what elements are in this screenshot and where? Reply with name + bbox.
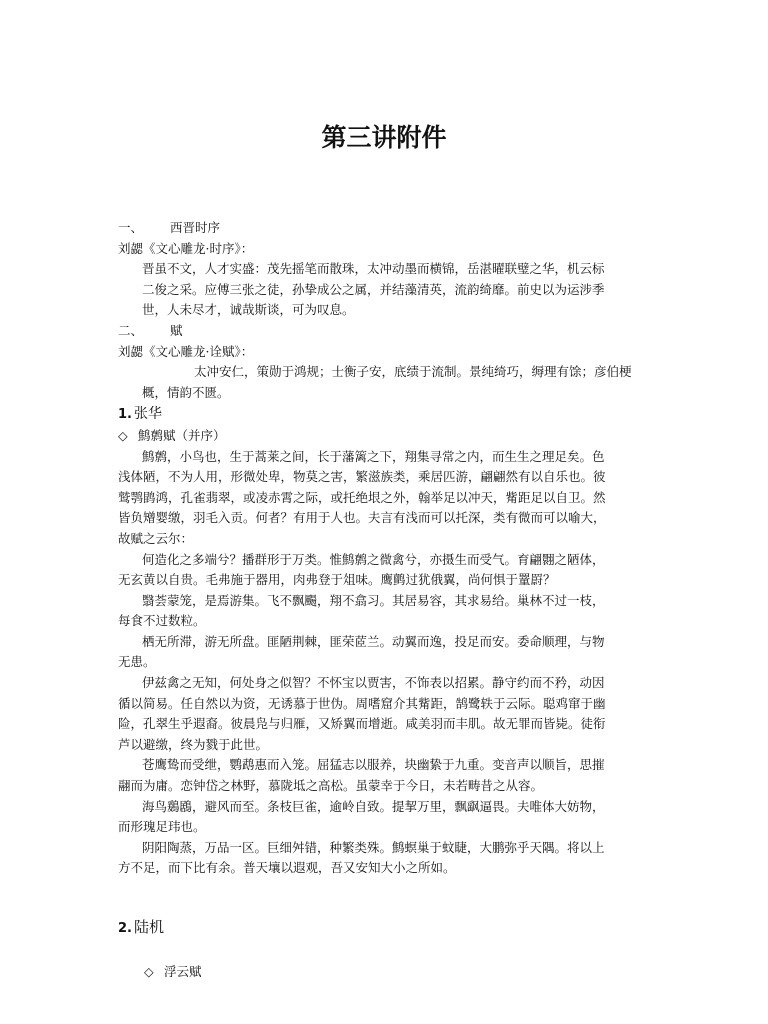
paragraph-line: 方不足，而下比有余。普天壤以遐观，吾又安知大小之所如。 — [118, 860, 456, 876]
section-label: 西晋时序 — [170, 220, 221, 235]
paragraph-line: 循以简易。任自然以为资，无诱慕于世伪。周嗜窟介其觜距，鹄鹭轶于云际。聪鸡窜于幽 — [118, 695, 606, 711]
paragraph-line: 苍鹰鸷而受绁，鹦鹉惠而入笼。屈猛志以服养，块幽絷于九重。变音声以顺旨，思摧 — [142, 757, 605, 773]
section-number: 二、 — [118, 322, 144, 338]
section-number: 一、 — [118, 220, 144, 235]
paragraph-line: 皆负矰婴缴，羽毛入贡。何者？有用于人也。夫言有浅而可以托深，类有微而可以喻大， — [118, 510, 606, 526]
section-heading-2 — [118, 321, 654, 342]
quote-line: 二俊之采。应傅三张之徒，孙挚成公之属，并结藻清英，流韵绮靡。前史以为运涉季 — [142, 281, 605, 297]
author-number: 2. — [118, 921, 132, 936]
work-heading-1 — [118, 426, 654, 447]
source-citation: 刘勰《文心雕龙·诠赋》： — [118, 343, 254, 359]
paragraph-line: 故赋之云尔： — [118, 530, 194, 546]
diamond-bullet-icon: ◇ — [118, 427, 128, 443]
author-heading-2 — [118, 917, 654, 940]
author-heading-1 — [118, 404, 654, 426]
work-heading-2 — [118, 962, 654, 983]
paragraph-line: 翳荟蒙笼，是焉游集。飞不飘颺，翔不翕习。其居易容，其求易给。巢林不过一枝， — [142, 592, 605, 608]
paragraph-line: 无玄黄以自贵。毛弗施于器用，肉弗登于俎味。鹰鹯过犹俄翼，尚何惧于罿罻？ — [118, 572, 556, 588]
quote-line: 世，人未尽才，诚哉斯谈，可为叹息。 — [142, 302, 355, 318]
author-number: 1. — [118, 407, 132, 423]
work-title: 鹪鹩赋（并序） — [138, 427, 226, 443]
author-name: 陆机 — [134, 918, 165, 936]
paragraph-line: 阴阳陶蒸，万品一区。巨细舛错，种繁类殊。鹪螟巢于蚊睫，大鹏弥乎天隅。将以上 — [142, 839, 605, 855]
source-citation: 刘勰《文心雕龙·时序》： — [118, 240, 254, 256]
paragraph-line: 何造化之多端兮？播群形于万类。惟鹪鹩之微禽兮，亦摄生而受气。育翩翾之陋体， — [142, 551, 605, 567]
diamond-bullet-icon: ◇ — [144, 963, 154, 979]
author-name: 张华 — [134, 406, 162, 423]
paragraph-line: 险，孔翠生乎遐裔。彼晨凫与归雁，又矫翼而增逝。咸美羽而丰肌。故无罪而皆毙。徒衔 — [118, 716, 606, 732]
page-title: 第三讲附件 — [321, 123, 447, 152]
paragraph-line: 每食不过数粒。 — [118, 613, 206, 629]
paragraph-line: 翮而为庸。恋钟岱之林野，慕陇坻之高松。虽蒙幸于今日，未若畴昔之从容。 — [118, 778, 544, 794]
paragraph-line: 海鸟鶢鶋，避风而至。条枝巨雀，逾岭自致。提挈万里，飘飖逼畏。夫唯体大妨物， — [142, 798, 605, 814]
paragraph-line: 浅体陋，不为人用，形微处卑，物莫之害，繁滋族类，乘居匹游，翩翩然有以自乐也。彼 — [118, 469, 606, 485]
quote-line: 概，情韵不匮。 — [142, 384, 230, 400]
section-heading-1 — [118, 218, 654, 239]
fu-text — [118, 447, 654, 879]
paragraph-line: 芦以避缴，终为戮于此世。 — [118, 736, 269, 752]
paragraph-line: 鹫鹗鹍鸿，孔雀翡翠，或凌赤霄之际，或托绝垠之外，翰举足以冲天，觜距足以自卫。然 — [118, 489, 606, 505]
paragraph-line: 栖无所滞，游无所盘。匪陋荆棘，匪荣茝兰。动翼而逸，投足而安。委命顺理，与物 — [142, 633, 605, 649]
paragraph-line: 无患。 — [118, 654, 156, 670]
work-title: 浮云赋 — [164, 963, 202, 979]
quote-line: 晋虽不文，人才实盛：茂先摇笔而散珠，太冲动墨而横锦，岳湛曜联璧之华，机云标 — [142, 261, 605, 277]
quote-line: 太冲安仁，策勋于鸿规；士衡子安，底绩于流制。景纯绮巧，缛理有馀；彦伯梗 — [194, 364, 632, 380]
paragraph-line: 鹪鹩，小鸟也，生于蒿莱之间，长于藩篱之下，翔集寻常之内，而生生之理足矣。色 — [142, 448, 605, 464]
section-label: 赋 — [170, 322, 183, 338]
paragraph-line: 伊兹禽之无知，何处身之似智？不怀宝以贾害，不饰表以招累。静守约而不矜，动因 — [142, 675, 605, 691]
document-body — [118, 218, 654, 982]
paragraph-line: 而形瑰足玮也。 — [118, 819, 206, 835]
